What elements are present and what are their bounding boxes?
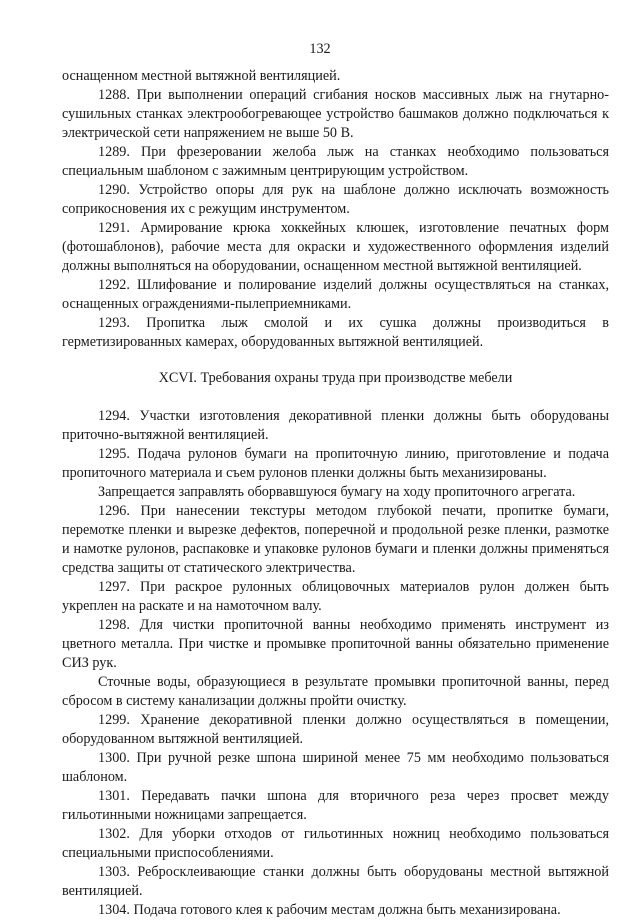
continuation-text: оснащенном местной вытяжной вентиляцией. [62,68,341,84]
paragraph: 1301. Передавать пачки шпона для вторичного реза через просвет между гильотинными ножницами запрещается. [62,788,609,823]
paragraph: 1293. Пропитка лыж смолой и их сушка должны производиться в герметизированных камерах, оборудованных вытяжной вентиляцией. [62,315,609,350]
paragraph: 1304. Подача готового клея к рабочим местам должна быть механизирована. [98,902,561,918]
paragraph: Запрещается заправлять оборвавшуюся бумагу на ходу пропиточного агрегата. [98,484,576,500]
paragraph: 1302. Для уборки отходов от гильотинных ножниц необходимо пользоваться специальными приспособлениями. [62,826,609,861]
paragraph: 1299. Хранение декоративной пленки должно осуществляться в помещении, оборудованном вытяжной вентиляцией. [62,712,609,747]
page-number: 132 [309,41,331,57]
paragraph: 1292. Шлифование и полирование изделий должны осуществляться на станках, оснащенных ограждениями-пылеприемниками. [62,277,609,312]
paragraph: 1300. При ручной резке шпона шириной менее 75 мм необходимо пользоваться шаблоном. [62,750,609,785]
paragraphs-before-heading [62,86,609,352]
section-heading: XCVI. Требования охраны труда при производстве мебели [158,370,513,386]
paragraphs-after-heading [62,407,609,920]
paragraph: 1296. При нанесении текстуры методом глубокой печати, пропитке бумаги, перемотке пленки и вырезке дефектов, поперечной и продольной резке пленки, размотке и намотке рулонов, распаковке и упаковке рулонов бумаги и пленки должны применяться средства защиты от статического электричества. [62,503,609,576]
paragraph: 1298. Для чистки пропиточной ванны необходимо применять инструмент из цветного металла. При чистке и промывке пропиточной ванны обязательно применение СИЗ рук. [62,617,609,671]
paragraph: 1289. При фрезеровании желоба лыж на станках необходимо пользоваться специальным шаблоном с зажимным центрирующим устройством. [62,144,609,179]
page-body [62,67,609,920]
paragraph: 1294. Участки изготовления декоративной пленки должны быть оборудованы приточно-вытяжной вентиляцией. [62,408,609,443]
paragraph: 1291. Армирование крюка хоккейных клюшек, изготовление печатных форм (фотошаблонов), рабочие места для окраски и художественного оформления изделий должны выполняться на оборудовании, оснащенном местной вытяжной вентиляцией. [62,220,609,274]
paragraph: Сточные воды, образующиеся в результате промывки пропиточной ванны, перед сбросом в систему канализации должны пройти очистку. [62,674,609,709]
paragraph: 1303. Ребросклеивающие станки должны быть оборудованы местной вытяжной вентиляцией. [62,864,609,899]
paragraph: 1297. При раскрое рулонных облицовочных материалов рулон должен быть укреплен на раскате и на намоточном валу. [62,579,609,614]
paragraph: 1288. При выполнении операций сгибания носков массивных лыж на гнутарно-сушильных станках электрообогревающее устройство башмаков должно подключаться к электрической сети напряжением не выше 50 В. [62,87,609,141]
paragraph: 1290. Устройство опоры для рук на шаблоне должно исключать возможность соприкосновения их с режущим инструментом. [62,182,609,217]
paragraph: 1295. Подача рулонов бумаги на пропиточную линию, приготовление и подача пропиточного материала и съем рулонов пленки должны быть механизированы. [62,446,609,481]
